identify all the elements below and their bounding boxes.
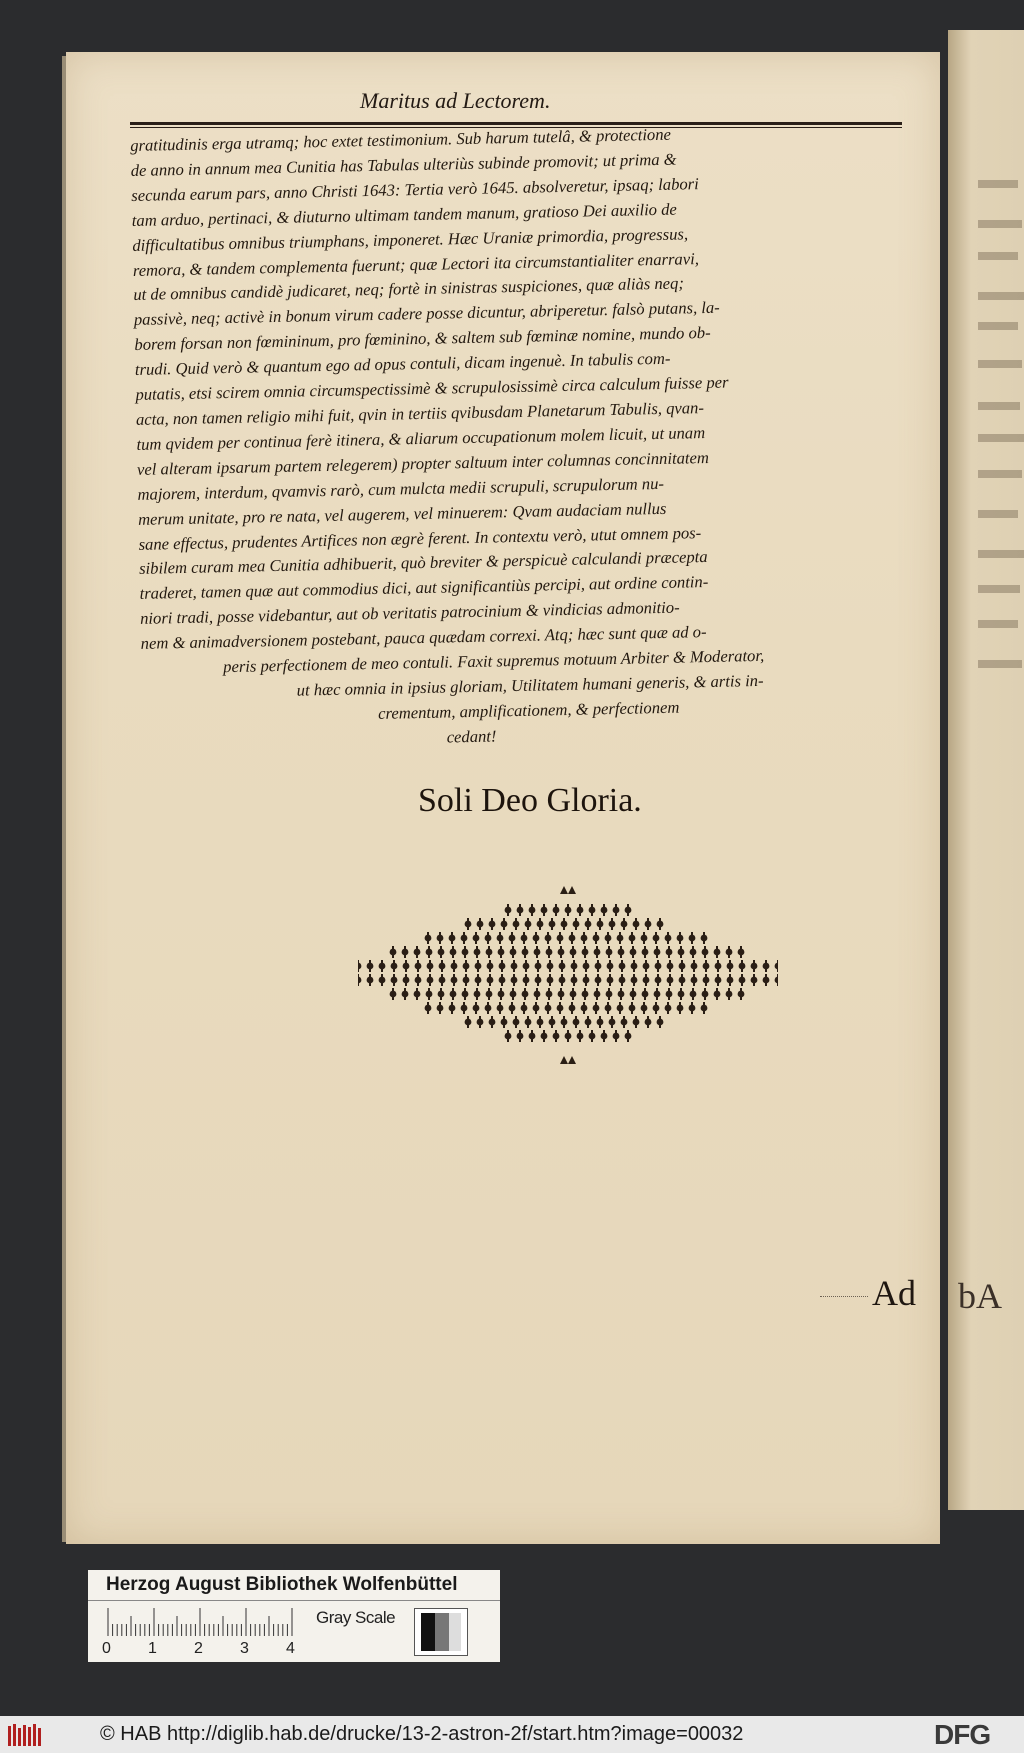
ruler-number: 4 bbox=[286, 1640, 295, 1657]
text-line: ut hæc omnia in ipsius gloriam, Utilitatem humani generis, & artis in- bbox=[296, 670, 764, 700]
fleuron-ornament-icon bbox=[358, 880, 778, 1080]
text-line: tam arduo, pertinaci, & diuturno ultimam tandem manum, gratioso Dei auxilio de bbox=[131, 199, 677, 230]
catchword: Ad bbox=[872, 1273, 916, 1313]
text-line: vel alteram ipsarum partem relegerem) propter saltuum inter columnas concinnitatem bbox=[136, 447, 710, 479]
text-line: sibilem curam mea Cunitia adhibuerit, quò breviter & perspicuè calculandi præcepta bbox=[138, 547, 708, 579]
ruler-number: 3 bbox=[240, 1640, 249, 1657]
text-line: traderet, tamen quæ aut commodius dici, aut significantiùs percipi, aut ordine contin- bbox=[139, 572, 709, 604]
body-text bbox=[130, 118, 923, 757]
text-line: trudi. Quid verò & quantum ego ad opus contuli, dicam ingenuè. In tabulis com- bbox=[134, 348, 671, 380]
text-line: merum unitate, pro re nata, vel augerem, vel minuerem: Qvam audaciam nullus bbox=[137, 498, 667, 529]
text-line: sane effectus, prudentes Artifices non ægrè ferent. In contextu verò, utut omnem pos- bbox=[138, 522, 702, 554]
text-line: crementum, amplificationem, & perfectionem bbox=[377, 697, 680, 723]
running-head: Maritus ad Lectorem. bbox=[360, 88, 551, 113]
text-line: peris perfectionem de meo contuli. Faxit supremus motuum Arbiter & Moderator, bbox=[222, 645, 765, 677]
text-line: ut de omnibus candidè judicaret, neq; fortè in sinistras suspiciones, quæ aliàs neq; bbox=[133, 273, 685, 305]
library-name: Herzog August Bibliothek Wolfenbüttel bbox=[106, 1574, 458, 1595]
grayscale-patch bbox=[414, 1608, 468, 1656]
ruler-icon bbox=[106, 1606, 296, 1636]
grayscale-label: Gray Scale bbox=[316, 1608, 396, 1627]
text-line: remora, & tandem complementa fuerunt; quæ Lectori ita circumstantialiter enarravi, bbox=[132, 248, 700, 280]
text-line: borem forsan non fœmininum, pro fœminino, & saltem sub fœminæ nomine, mundo ob- bbox=[134, 323, 711, 355]
text-line: majorem, interdum, qvamvis rarò, cum mulcta medii scrupuli, scrupulorum nu- bbox=[137, 473, 665, 504]
text-line: passivè, neq; activè in bonum virum cadere posse dicuntur, abriperetur. falsò putans, la- bbox=[133, 298, 720, 330]
facing-page-catchword: bA bbox=[958, 1276, 1002, 1316]
dfg-logo: DFG bbox=[934, 1719, 991, 1750]
text-line: acta, non tamen religio mihi fuit, qvin in tertiis qvibusdam Planetarum Tabulis, qvan- bbox=[135, 398, 705, 429]
ruler-number: 2 bbox=[194, 1640, 203, 1657]
text-line: de anno in annum mea Cunitia has Tabulas ulteriùs subinde promovit; ut prima & bbox=[130, 149, 677, 180]
footer-url[interactable]: © HAB http://diglib.hab.de/drucke/13-2-astron-2f/start.htm?image=00032 bbox=[100, 1723, 744, 1745]
catchword-leader bbox=[820, 1296, 868, 1297]
text-line: difficultatibus omnibus triumphans, imponeret. Hæc Uraniæ primordia, progressus, bbox=[132, 223, 689, 255]
ruler-number: 1 bbox=[148, 1640, 157, 1657]
ruler-number: 0 bbox=[102, 1640, 111, 1657]
text-line: secunda earum pars, anno Christi 1643: Tertia verò 1645. absolveretur, ipsaq; labori bbox=[131, 173, 699, 205]
hab-logo-icon bbox=[6, 1722, 44, 1748]
text-line: putatis, etsi scirem omnia circumspectissimè & scrupulosissimè circa calculum fuisse per bbox=[135, 372, 729, 405]
closing-doxology: Soli Deo Gloria. bbox=[418, 782, 642, 819]
library-color-chart bbox=[88, 1570, 500, 1662]
footer-bar bbox=[0, 1716, 1024, 1753]
text-line: tum qvidem per continua ferè itinera, & aliarum occupationum molem licuit, ut unam bbox=[136, 422, 706, 454]
text-line: niori tradi, posse videbantur, aut ob veritatis patrocinium & vindicias admonitio- bbox=[139, 597, 680, 629]
facing-page-edge bbox=[948, 30, 1024, 1510]
text-line: nem & animadversionem postebant, pauca quædam correxi. Atq; hæc sunt quæ ad o- bbox=[140, 622, 707, 654]
text-line: cedant! bbox=[446, 726, 497, 747]
text-line: gratitudinis erga utramq; hoc extet testimonium. Sub harum tutelâ, & protectione bbox=[130, 124, 672, 155]
